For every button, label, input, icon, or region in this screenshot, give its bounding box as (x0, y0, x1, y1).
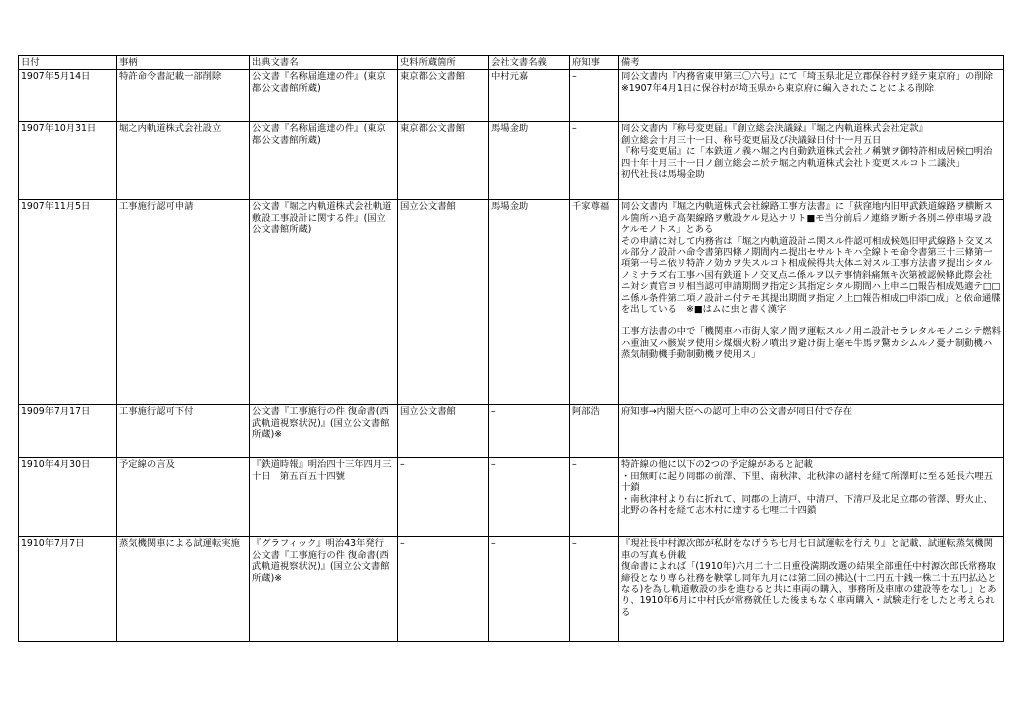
row-archive: 国立公文書館 (398, 405, 489, 458)
row-notes (619, 122, 1004, 200)
header-source: 出典文書名 (250, 56, 398, 70)
row-archive: 東京都公文書館 (398, 70, 489, 122)
note-line: 『現社長中村源次郎が私財をなげうち七月七日試運転を行えり』と記載、試運転蒸気機関車の写真も併載 (621, 538, 993, 561)
table-row (19, 458, 1004, 537)
note-line: 同公文書内『内務省東甲第三〇六号』にて「埼玉県北足立郡保谷村ヲ経テ東京府」の削除 (621, 71, 993, 83)
note-line: 府知事→内閣大臣への認可上申の公文書が同日付で存在 (621, 406, 852, 418)
note-line: 同公文書内『称号変更届』『創立総会決議録』『堀之内軌道株式会社定款』 (621, 123, 928, 135)
row-company: 中村元嘉 (489, 70, 570, 122)
row-governor: – (570, 70, 619, 122)
note-line: ・田無町に起り同郡の前澤、下里、南秋津、北秋津の諸村を経て所澤町に至る延長六哩五十鎖 (621, 470, 993, 494)
row-company: 馬場金助 (489, 200, 570, 405)
note-line: ※1907年4月1日に保谷村が埼玉県から東京府に編入されたことによる削除 (621, 82, 934, 94)
header-company: 会社文書名義 (489, 56, 570, 70)
row-event: 工事施行認可申請 (117, 200, 250, 405)
note-line: 創立総会十月三十一日、称号変更届及び決議録日付十一月五日 (621, 134, 882, 146)
header-event: 事柄 (117, 56, 250, 70)
header-archive: 史料所蔵箇所 (398, 56, 489, 70)
row-company: – (489, 537, 570, 642)
row-source: 『グラフィック』明治43年発行 公文書『工事施行の件 復命書(西武軌道視察状況)』(国立公文書館所蔵)※ (250, 537, 398, 642)
note-line: 特許線の他に以下の2つの予定線があると記載 (621, 459, 813, 471)
row-archive: – (398, 458, 489, 537)
table-row (19, 122, 1004, 200)
note-line: 復命書によれば「(1910年)六月二十二日重役満期改選の結果全部重任中村源次郎氏常務取締役となり専ら社務を鞅掌し同年九月には第二回の拂込(十二円五十銭一株二十五円払込となる)を為し軌道敷設の歩を進むると共に車両の購入、事務所及車庫の建設等をなし」とあり、1910年6月に中村氏が常務就任した後まもなく車両購入・試験走行をしたと考えられる (621, 561, 997, 618)
header-notes: 備考 (619, 56, 1004, 70)
row-date: 1910年4月30日 (19, 458, 117, 537)
note-spacer (621, 315, 1001, 326)
row-company: – (489, 458, 570, 537)
header-date: 日付 (19, 56, 117, 70)
note-line: 同公文書内『堀之内軌道株式会社線路工事方法書』に「荻窪地内旧甲武鉄道線路ヲ横断スル箇所ハ追テ高架線路ヲ敷設ケル見込ナリト■モ当分前后ノ連絡ヲ断チ各別ニ停車場ヲ設ケルモノトス」とある (621, 201, 993, 236)
row-date: 1907年5月14日 (19, 70, 117, 122)
row-notes (619, 537, 1004, 642)
row-governor: – (570, 537, 619, 642)
note-line: その申請に対して内務省は「堀之内軌道設計ニ関スル件認可相成候処旧甲武線路ト交叉スル部分ノ設計ハ命令書第四條ノ期間内ニ提出セサルトキハ全線トモ命令書第三十三條第一項第一号ニ依リ特許ノ効カヲ失スルコト相成候得共大体ニ対スル工事方法書ヲ提出シタルノミナラズ右工事ハ国有鉄道トノ交叉点ニ係ルヲ以テ事情斜痛無キ次第被認候條此際会社ニ対シ責官ヨリ相当認可申請期間ヲ指定シ其指定シタル期間ハ上申ニ□報告相成処適テ□□ニ係ル条件第二項ノ設計ニ付テモ其提出期間ヲ指定ノ上□報告相成□申添□成」と依命通牒を出している ※■はムに虫と書く漢字 (621, 235, 1001, 316)
note-line: 『称号変更届』に「本鉄道ノ義ハ堀之内自動鉄道株式会社ノ稱號ヲ御特許相成居候□明治四十年十月三十一日ノ創立総会ニ於テ堀之内軌道株式会社ト変更スルコト二議決」 (621, 146, 993, 169)
row-source: 公文書『工事施行の件 復命書(西武軌道視察状況)』(国立公文書館所蔵)※ (250, 405, 398, 458)
row-event: 予定線の言及 (117, 458, 250, 537)
row-notes (619, 70, 1004, 122)
row-company: 馬場金助 (489, 122, 570, 200)
row-event: 蒸気機関車による試運転実施 (117, 537, 250, 642)
row-archive: – (398, 537, 489, 642)
row-source: 公文書『堀之内軌道株式会社軌道敷設工事設計に関する件』(国立公文書館所蔵) (250, 200, 398, 405)
note-line: ・南秋津村より右に折れて、同郡の上清戸、中清戸、下清戸及北足立郡の菅澤、野火止、北野の各村を経て志木村に達する七哩二十四鎖 (621, 493, 993, 517)
table-row (19, 405, 1004, 458)
row-date: 1910年7月7日 (19, 537, 117, 642)
row-date: 1907年10月31日 (19, 122, 117, 200)
row-archive: 東京都公文書館 (398, 122, 489, 200)
row-governor: – (570, 458, 619, 537)
row-governor: – (570, 122, 619, 200)
row-date: 1907年11月5日 (19, 200, 117, 405)
chronology-table (18, 55, 1004, 642)
table-row (19, 200, 1004, 405)
header-row (19, 56, 1004, 70)
header-governor: 府知事 (570, 56, 619, 70)
row-archive: 国立公文書館 (398, 200, 489, 405)
row-event: 工事施行認可下付 (117, 405, 250, 458)
table-row (19, 537, 1004, 642)
row-notes (619, 405, 1004, 458)
row-source: 『鉄道時報』明治四十三年四月三十日 第五百五十四號 (250, 458, 398, 537)
note-line: 初代社長は馬場金助 (621, 169, 705, 181)
note-line: 工事方法書の中で「機関車ハ市街人家ノ間ヲ運転スルノ用ニ設計セラレタルモノニシテ燃料ハ重油又ハ骸炭ヲ使用シ煤烟火粉ノ噴出ヲ避け街上毫モ牛馬ヲ驚カシムルノ憂ナ制動機ハ蒸気制動機手動制動機ヲ使用ス」 (621, 326, 1001, 361)
row-source: 公文書『名称届進達の件』(東京都公文書館所蔵) (250, 122, 398, 200)
row-governor: 千家尊福 (570, 200, 619, 405)
row-source: 公文書『名称届進達の件』(東京都公文書館所蔵) (250, 70, 398, 122)
row-event: 堀之内軌道株式会社設立 (117, 122, 250, 200)
row-notes (619, 458, 1004, 537)
row-notes (619, 200, 1004, 405)
row-event: 特許命令書記載一部削除 (117, 70, 250, 122)
row-governor: 阿部浩 (570, 405, 619, 458)
row-company: – (489, 405, 570, 458)
row-date: 1909年7月17日 (19, 405, 117, 458)
table-row (19, 70, 1004, 122)
